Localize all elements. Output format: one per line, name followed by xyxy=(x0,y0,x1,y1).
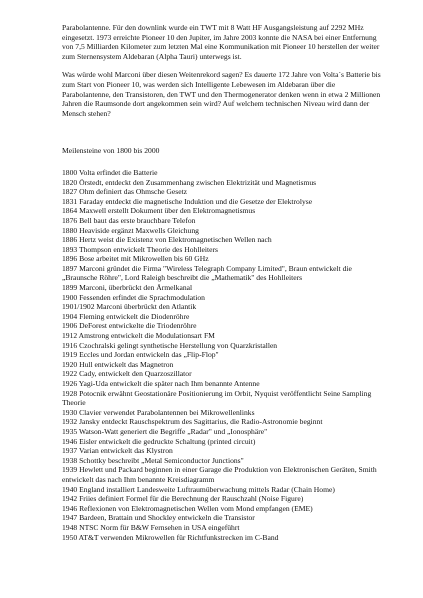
timeline-entry: 1926 Yagi-Uda entwickelt die später nach Ihm benannte Antenne xyxy=(62,379,260,388)
timeline-entry: 1800 Volta erfindet die Batterie xyxy=(62,167,158,177)
timeline-entry: 1940 England installiert Landesweite Luftraumüberwachung mittels Radar (Chain Home) xyxy=(62,484,335,494)
timeline-entry: 1897 Marconi gründet die Firma "Wireless Telegraph Company Limited", Braun entwickelt die „Braunsche Röhre", Lord Raleigh beschreibt die „Mathematik" des Hohlleiters xyxy=(62,263,352,283)
timeline-entry: 1946 Eisler entwickelt die gedruckte Schaltung (printed circuit) xyxy=(62,436,256,446)
timeline-entry: 1948 NTSC Norm für B&W Fernsehen in USA eingeführt xyxy=(62,522,240,532)
timeline-entry: 1930 Clavier verwendet Parabolantennen bei Mikrowellenlinks xyxy=(62,407,255,417)
timeline-entry: 1900 Fessenden erfindet die Sprachmodulation xyxy=(62,292,205,302)
timeline-entry: 1827 Ohm definiert das Ohmsche Gesetz xyxy=(62,187,188,197)
timeline-entry: 1920 Hull entwickelt das Magnetron xyxy=(62,359,174,369)
timeline-entry: 1893 Thompson entwickelt Theorie des Hohlleiters xyxy=(62,244,218,254)
timeline-entry: 1947 Bardeen, Brattain und Shockley entwickeln die Transistor xyxy=(62,513,255,523)
timeline-list xyxy=(62,168,382,542)
timeline-entry: 1946 Reflexionen von Elektromagnetischen Wellen vom Mond empfangen (EME) xyxy=(62,503,313,513)
timeline-entry: 1876 Bell baut das erste brauchbare Telefon xyxy=(62,215,196,225)
timeline-entry: 1820 Örstedt, entdeckt den Zusammenhang zwischen Elektrizität und Magnetismus xyxy=(62,177,317,187)
timeline-entry: 1864 Maxwell erstellt Dokument über den Elektromagnetismus xyxy=(62,206,256,216)
timeline-entry: 1899 Marconi, überbrückt den Ärmelkanal xyxy=(62,283,193,293)
timeline-entry: 1938 Schottky beschreibt „Metal Semiconductor Junctions" xyxy=(62,455,244,465)
timeline-entry: 1912 Amstrong entwickelt die Modulationsart FM xyxy=(62,331,215,341)
timeline-entry: 1886 Hertz weist die Existenz von Elektromagnetischen Wellen nach xyxy=(62,235,272,245)
timeline-entry: 1922 Cady, entwickelt den Quarzoszillator xyxy=(62,369,192,379)
timeline-entry: 1831 Faraday entdeckt die magnetische Induktion und die Gesetze der Elektrolyse xyxy=(62,196,313,206)
timeline-entry: 1880 Heaviside ergänzt Maxwells Gleichung xyxy=(62,225,199,235)
timeline-entry: 1906 DeForest entwickelte die Triodenröhre xyxy=(62,321,197,331)
timeline-entry: 1939 Hewlett und Packard beginnen in einer Garage die Produktion von Elektronischen Geräten, Smith entwickelt das nach Ihm benannte Kreisdiagramm xyxy=(62,465,377,484)
timeline-entry: 1935 Watson-Watt generiert die Begriffe „Radar" und „Ionosphäre" xyxy=(62,426,268,436)
timeline-entry: 1932 Jansky entdeckt Rauschspektrum des Sagittarius, die Radio-Astronomie beginnt xyxy=(62,417,323,427)
timeline-entry: 1937 Varian entwickelt das Klystron xyxy=(62,446,173,456)
timeline-entry: 1919 Eccles und Jordan entwickeln das „Flip-Flop" xyxy=(62,350,219,360)
timeline-heading: Meilensteine von 1800 bis 2000 xyxy=(62,146,160,156)
timeline-entry: 1901/1902 Marconi überbrückt den Atlantik xyxy=(62,302,197,312)
intro-paragraph-2: Was würde wohl Marconi über diesen Weitenrekord sagen? Es dauerte 172 Jahre von Volta´s Batterie bis zum Start von Pioneer 10, was werden sich Intelligente Lebewesen im Aldebaran über die Parabolantenne, den Transistoren, den TWT und den Thermogenerator denken wenn in etwa 2 Millionen Jahren die Raumsonde dort angekommen sein wird? Auf welchem technischen Niveau wird dann der Mensch stehen? xyxy=(62,70,381,118)
timeline-entry: 1942 Friies definiert Formel für die Berechnung der Rauschzahl (Noise Figure) xyxy=(62,494,304,504)
intro-paragraph-1: Parabolantenne. Für den downlink wurde ein TWT mit 8 Watt HF Ausgangsleistung auf 2292 MHz eingesetzt. 1973 erreichte Pioneer 10 den Jupiter, im Jahre 2003 konnte die NASA bei einer Entfernung von 7,5 Milliarden Kilometer zum letzten Mal eine Kommunikation mit Pioneer 10 herstellen der weiter zum Sternensystem Aldebaran (Alpha Tauri) unterwegs ist. xyxy=(62,23,380,61)
timeline-entry: 1896 Bose arbeitet mit Mikrowellen bis 60 GHz xyxy=(62,254,209,264)
timeline-entry: 1904 Fleming entwickelt die Diodenröhre xyxy=(62,311,190,321)
timeline-entry: 1928 Potocnik erwähnt Geostationäre Positionierung im Orbit, Nyquist veröffentlicht Seine Sampling Theorie xyxy=(62,388,372,408)
timeline-entry: 1950 AT&T verwenden Mikrowellen für Richtfunkstrecken im C-Band xyxy=(62,532,279,542)
document-page xyxy=(62,23,382,542)
timeline-entry: 1916 Czochralski gelingt synthetische Herstellung von Quarzkristallen xyxy=(62,340,278,350)
